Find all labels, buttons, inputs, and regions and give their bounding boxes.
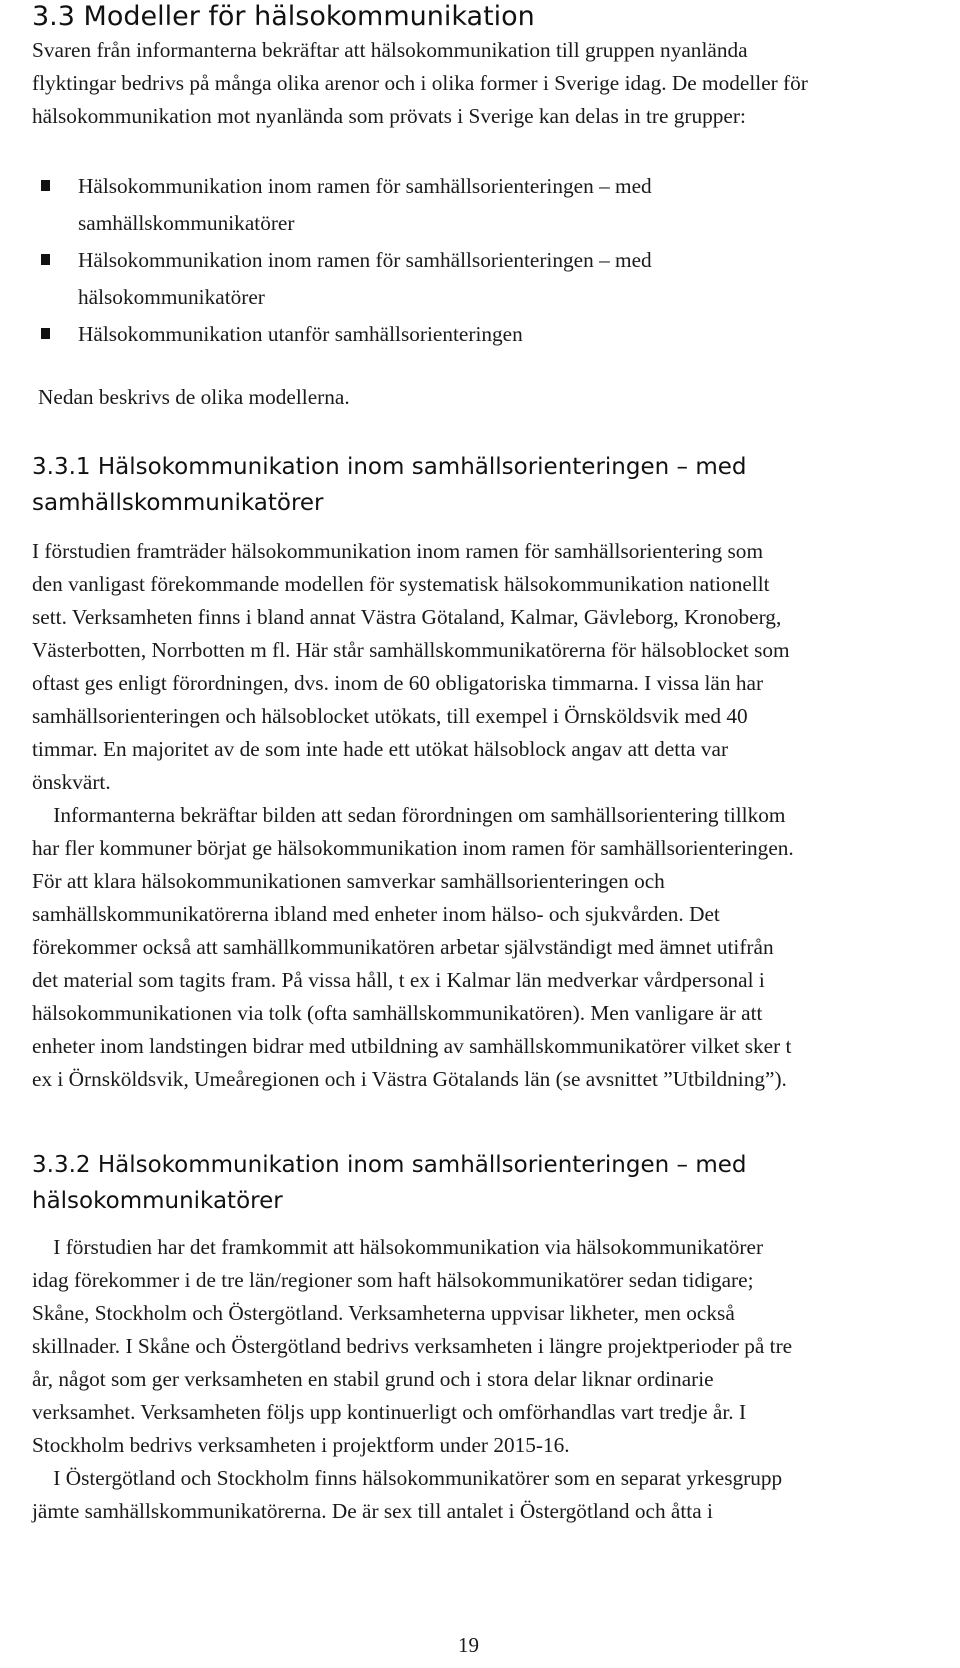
text-line: har fler kommuner börjat ge hälsokommunikation inom ramen för samhällsorienteringen. — [32, 836, 794, 860]
section-3-3-1-body — [32, 535, 932, 1096]
intro-line: flyktingar bedrivs på många olika arenor och i olika former i Sverige idag. De modeller för — [32, 71, 808, 95]
subsection-heading-line: 3.3.1 Hälsokommunikation inom samhällsorienteringen – med — [32, 454, 747, 480]
model-list — [38, 168, 918, 353]
text-line: den vanligast förekommande modellen för systematisk hälsokommunikation nationellt — [32, 572, 770, 596]
text-line: förekommer också att samhällkommunikatören arbetar självständigt med ämnet utifrån — [32, 935, 774, 959]
list-item-line: hälsokommunikatörer — [78, 285, 265, 309]
models-intro-line: Nedan beskrivs de olika modellerna. — [38, 385, 350, 409]
text-line: ex i Örnsköldsvik, Umeåregionen och i Västra Götalands län (se avsnittet ”Utbildning”). — [32, 1067, 787, 1091]
models-intro-sentence — [38, 381, 938, 414]
text-line: det material som tagits fram. På vissa håll, t ex i Kalmar län medverkar vårdpersonal i — [32, 968, 765, 992]
text-line: I förstudien har det framkommit att hälsokommunikation via hälsokommunikatörer — [32, 1235, 764, 1259]
list-item-line: Hälsokommunikation utanför samhällsorienteringen — [78, 322, 523, 346]
subsection-heading-3-3-2 — [32, 1147, 932, 1219]
intro-paragraph — [32, 34, 932, 133]
square-bullet-icon — [41, 180, 50, 191]
text-line: Informanterna bekräftar bilden att sedan förordningen om samhällsorientering tillkom — [32, 803, 786, 827]
text-line: I förstudien framträder hälsokommunikation inom ramen för samhällsorientering som — [32, 539, 764, 563]
text-line: år, något som ger verksamheten en stabil grund och i stora delar liknar ordinarie — [32, 1367, 714, 1391]
text-line: För att klara hälsokommunikationen samverkar samhällsorienteringen och — [32, 869, 665, 893]
text-line: jämte samhällskommunikatörerna. De är sex till antalet i Östergötland och åtta i — [32, 1499, 713, 1523]
text-line: Skåne, Stockholm och Östergötland. Verksamheterna uppvisar likheter, men också — [32, 1301, 735, 1325]
page-number: 19 — [458, 1633, 479, 1657]
text-line: hälsokommunikationen via tolk (ofta samhällskommunikatören). Men vanligare är att — [32, 1001, 763, 1025]
intro-line: hälsokommunikation mot nyanlända som prövats i Sverige kan delas in tre grupper: — [32, 104, 746, 128]
section-3-3-2-body — [32, 1231, 932, 1528]
text-line: verksamhet. Verksamheten följs upp kontinuerligt och omförhandlas vart tredje år. I — [32, 1400, 747, 1424]
square-bullet-icon — [41, 254, 50, 265]
text-line: timmar. En majoritet av de som inte hade ett utökat hälsoblock angav att detta var — [32, 737, 729, 761]
square-bullet-icon — [41, 328, 50, 339]
subsection-heading-line: hälsokommunikatörer — [32, 1188, 283, 1214]
section-heading: 3.3 Modeller för hälsokommunikation — [32, 1, 535, 32]
text-line: samhällskommunikatörerna ibland med enheter inom hälso- och sjukvården. Det — [32, 902, 720, 926]
text-line: sett. Verksamheten finns i bland annat Västra Götaland, Kalmar, Gävleborg, Kronoberg, — [32, 605, 782, 629]
list-item-line: Hälsokommunikation inom ramen för samhällsorienteringen – med — [78, 248, 652, 272]
text-line: skillnader. I Skåne och Östergötland bedrivs verksamheten i längre projektperioder på tre — [32, 1334, 793, 1358]
text-line: Västerbotten, Norrbotten m fl. Här står samhällskommunikatörerna för hälsoblocket som — [32, 638, 790, 662]
intro-line: Svaren från informanterna bekräftar att hälsokommunikation till gruppen nyanlända — [32, 38, 748, 62]
subsection-heading-3-3-1 — [32, 449, 932, 521]
text-line: enheter inom landstingen bidrar med utbildning av samhällskommunikatörer vilket sker t — [32, 1034, 792, 1058]
text-line: samhällsorienteringen och hälsoblocket utökats, till exempel i Örnsköldsvik med 40 — [32, 704, 748, 728]
list-item — [38, 316, 918, 353]
subsection-heading-line: 3.3.2 Hälsokommunikation inom samhällsorienteringen – med — [32, 1152, 747, 1178]
text-line: önskvärt. — [32, 770, 111, 794]
subsection-heading-line: samhällskommunikatörer — [32, 490, 324, 516]
list-item — [38, 242, 918, 316]
list-item — [38, 168, 918, 242]
text-line: idag förekommer i de tre län/regioner som haft hälsokommunikatörer sedan tidigare; — [32, 1268, 754, 1292]
list-item-line: samhällskommunikatörer — [78, 211, 295, 235]
text-line: I Östergötland och Stockholm finns hälsokommunikatörer som en separat yrkesgrupp — [32, 1466, 783, 1490]
list-item-line: Hälsokommunikation inom ramen för samhällsorienteringen – med — [78, 174, 652, 198]
text-line: oftast ges enligt förordningen, dvs. inom de 60 obligatoriska timmarna. I vissa län har — [32, 671, 764, 695]
text-line: Stockholm bedrivs verksamheten i projektform under 2015-16. — [32, 1433, 570, 1457]
